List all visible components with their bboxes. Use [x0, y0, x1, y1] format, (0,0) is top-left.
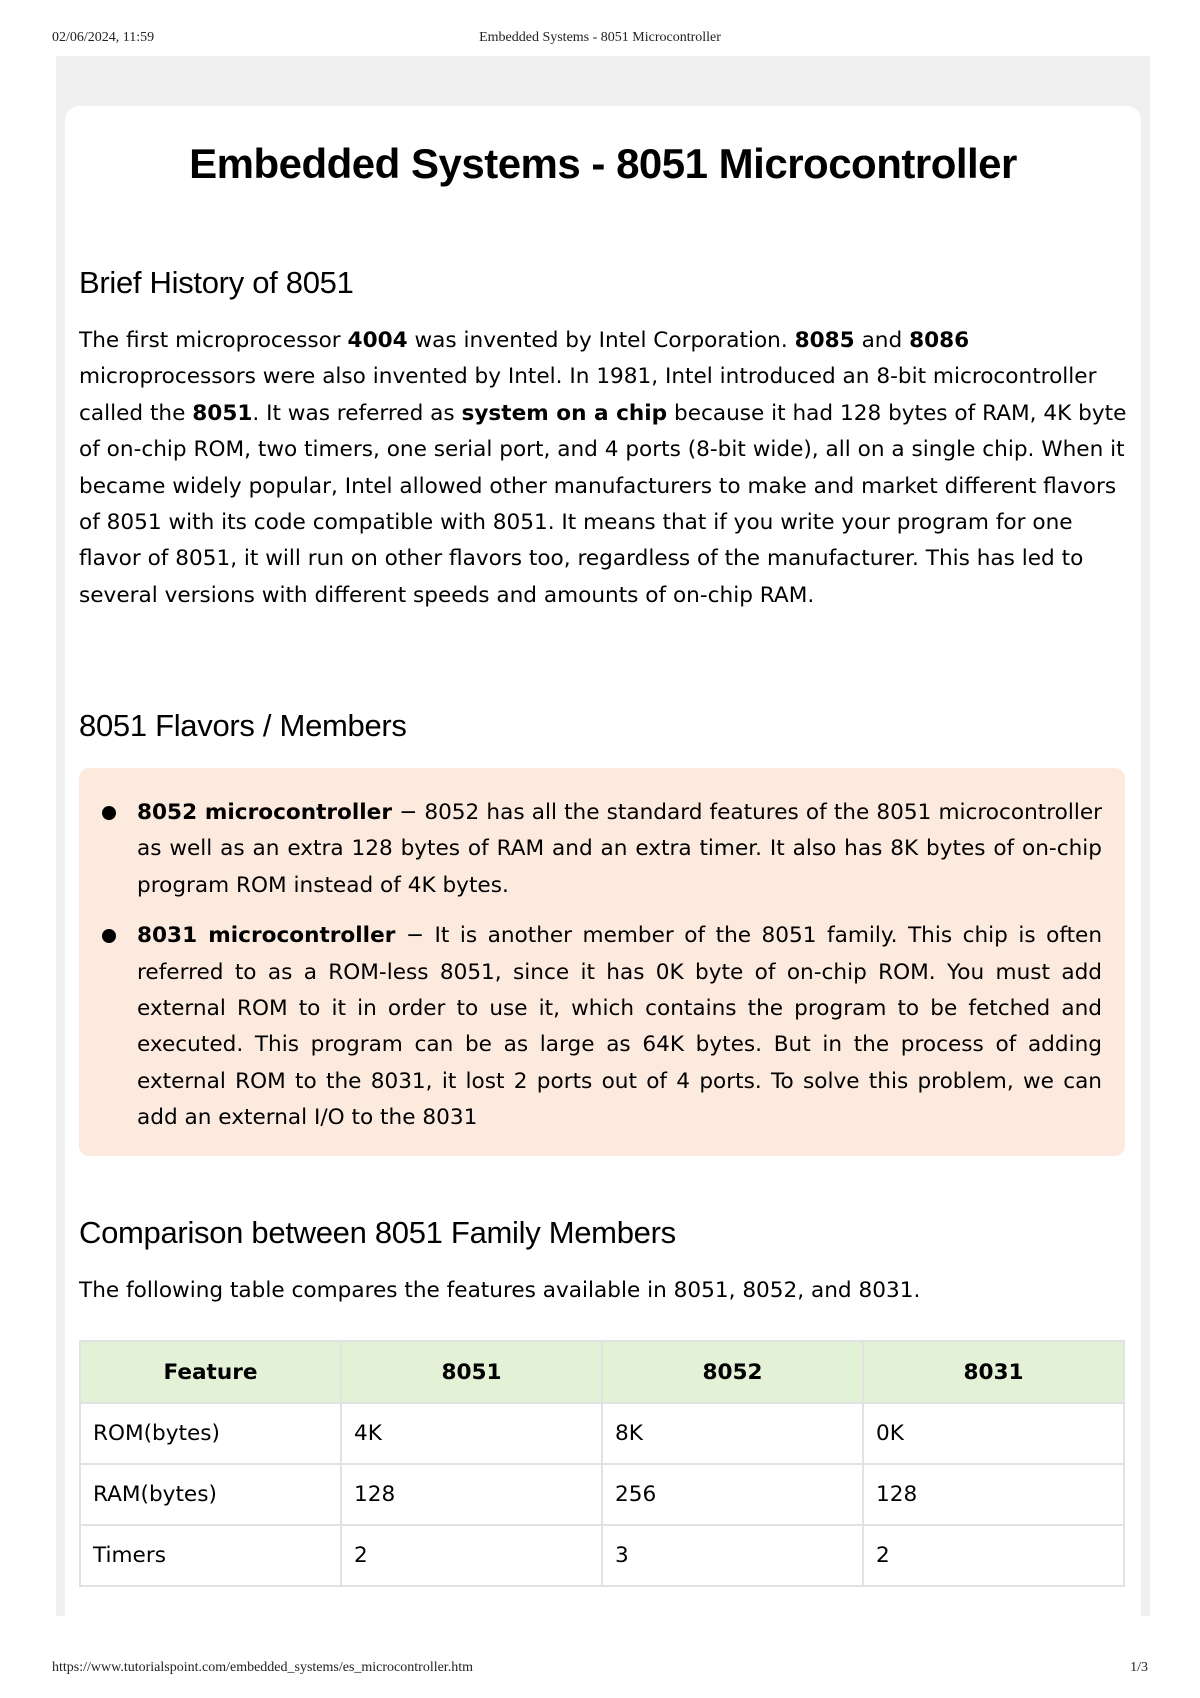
history-paragraph: The first microprocessor 4004 was invented by Intel Corporation. 8085 and 8086 microprocessors were also invented by Intel. In 1981, Intel introduced an 8-bit microcontroller called the 8051. It was referred as system on a chip because it had 128 bytes of RAM, 4K byte of on-chip ROM, two timers, one serial port, and 4 ports (8-bit wide), all on a single chip. When it became widely popular, Intel allowed other manufacturers to make and market different flavors of 8051 with its code compatible with 8051. It means that if you write your program for one flavor of 8051, it will run on other flavors too, regardless of the manufacturer. This has led to several versions with different speeds and amounts of on-chip RAM. — [79, 328, 1127, 608]
print-doc-title: Embedded Systems - 8051 Microcontroller — [479, 30, 721, 45]
print-header — [52, 30, 1148, 48]
table-header-cell: 8031 — [863, 1341, 1124, 1403]
print-url[interactable]: https://www.tutorialspoint.com/embedded_systems/es_microcontroller.htm — [52, 1660, 473, 1675]
page-number: 1/3 — [1130, 1660, 1148, 1675]
list-item: 8052 microcontroller − 8052 has all the standard features of the 8051 microcontroller as well as an extra 128 bytes of RAM and an extra timer. It also has 8K bytes of on-chip program ROM instead of 4K bytes. — [137, 795, 1102, 904]
table-cell: 3 — [602, 1525, 863, 1586]
print-date: 02/06/2024, 11:59 — [52, 30, 155, 45]
table-cell: 256 — [602, 1464, 863, 1525]
table-cell: RAM(bytes) — [80, 1464, 341, 1525]
table-cell: 128 — [341, 1464, 602, 1525]
table-cell: 8K — [602, 1403, 863, 1464]
table-cell: 2 — [341, 1525, 602, 1586]
table-cell: Timers — [80, 1525, 341, 1586]
table-cell: 2 — [863, 1525, 1124, 1586]
table-row — [80, 1525, 1124, 1586]
table-header-row — [80, 1341, 1124, 1403]
table-cell: 128 — [863, 1464, 1124, 1525]
table-row — [80, 1403, 1124, 1464]
table-row — [80, 1464, 1124, 1525]
page-title: Embedded Systems - 8051 Microcontroller — [189, 140, 1017, 187]
table-header-cell: 8052 — [602, 1341, 863, 1403]
table-cell: 4K — [341, 1403, 602, 1464]
table-cell: ROM(bytes) — [80, 1403, 341, 1464]
history-heading: Brief History of 8051 — [79, 265, 354, 300]
bullet-icon — [102, 806, 116, 820]
table-header-cell: Feature — [80, 1341, 341, 1403]
list-item: 8031 microcontroller − It is another member of the 8051 family. This chip is often referred to as a ROM-less 8051, since it has 0K byte of on-chip ROM. You must add external ROM to it in order to use it, which contains the program to be fetched and executed. This program can be as large as 64K bytes. But in the process of adding external ROM to the 8031, it lost 2 ports out of 4 ports. To solve this problem, we can add an external I/O to the 8031 — [137, 918, 1102, 1136]
comparison-table — [79, 1340, 1125, 1587]
flavors-heading: 8051 Flavors / Members — [79, 708, 407, 743]
table-header-cell: 8051 — [341, 1341, 602, 1403]
table-cell: 0K — [863, 1403, 1124, 1464]
comparison-intro: The following table compares the features available in 8051, 8052, and 8031. — [79, 1278, 921, 1303]
print-footer — [52, 1660, 1148, 1678]
flavors-callout — [79, 768, 1125, 1156]
comparison-heading: Comparison between 8051 Family Members — [79, 1215, 676, 1250]
flavors-list — [137, 795, 1102, 1151]
bullet-icon — [102, 929, 116, 943]
